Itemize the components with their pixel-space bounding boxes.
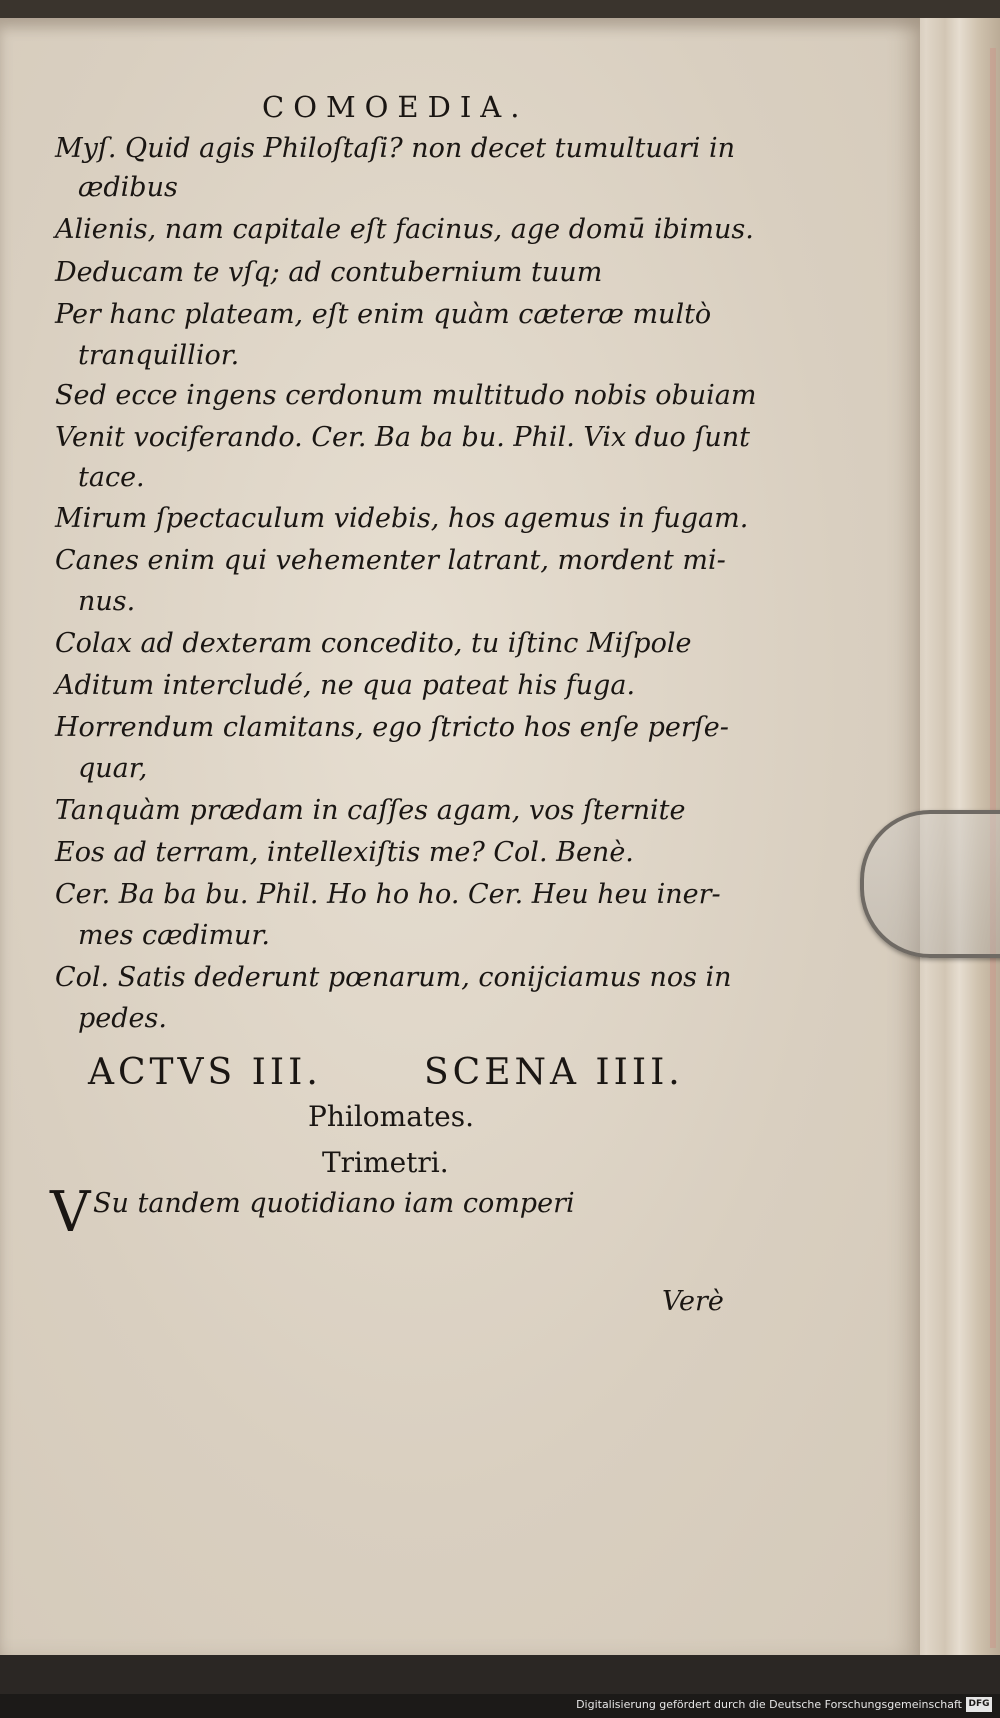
text-line-7: Sed ecce ingens cerdonum multitudo nobis obuiam [55,380,757,411]
drop-cap: V [50,1180,91,1245]
closing-line: Su tandem quotidiano iam comperi [93,1188,575,1219]
text-line-8: Venit vociferando. Cer. Ba ba bu. Phil. Vix duo ſunt [55,422,750,453]
text-line-2: ædibus [78,172,178,203]
text-line-6: tranquillior. [78,340,240,371]
meter-label: Trimetri. [322,1146,449,1179]
text-line-20: mes cædimur. [78,920,270,951]
text-line-1: Myſ. Quid agis Philoſtaſi? non decet tumultuari in [55,133,736,164]
text-line-9: tace. [78,462,145,493]
text-line-11: Canes enim qui vehementer latrant, mordent mi- [55,545,726,576]
text-line-17: Tanquàm prædam in caſſes agam, vos ſternite [55,795,686,826]
text-line-15: Horrendum clamitans, ego ſtricto hos enſe perſe- [55,712,729,743]
text-line-12: nus. [78,586,136,617]
catchword: Verè [662,1286,724,1317]
running-head: COMOEDIA. [262,90,529,124]
character-name: Philomates. [308,1100,474,1133]
text-line-14: Aditum intercludé, ne qua pateat his fuga. [55,670,636,701]
footer-credit: Digitalisierung gefördert durch die Deutsche Forschungsgemeinschaft [576,1698,962,1711]
text-line-21: Col. Satis dederunt pœnarum, conijciamus nos in [55,962,732,993]
text-line-3: Alienis, nam capitale eſt facinus, age domū ibimus. [55,214,754,245]
text-line-16: quar, [78,753,148,784]
text-line-10: Mirum ſpectaculum videbis, hos agemus in fugam. [55,503,749,534]
bottom-edge [0,1655,1000,1695]
text-line-4: Deducam te vſq; ad contubernium tuum [55,257,603,288]
act-heading: ACTVS III. [88,1052,322,1093]
text-line-19: Cer. Ba ba bu. Phil. Ho ho ho. Cer. Heu heu iner- [55,879,721,910]
text-line-22: pedes. [78,1003,167,1034]
scene-heading: SCENA IIII. [424,1052,684,1093]
dfg-logo: DFG [966,1697,992,1712]
text-line-13: Colax ad dexteram concedito, tu iſtinc Miſpole [55,628,692,659]
text-line-5: Per hanc plateam, eſt enim quàm cæteræ multò [55,299,712,330]
text-line-18: Eos ad terram, intellexiſtis me? Col. Benè. [55,837,634,868]
page-clip-icon [860,810,1000,958]
